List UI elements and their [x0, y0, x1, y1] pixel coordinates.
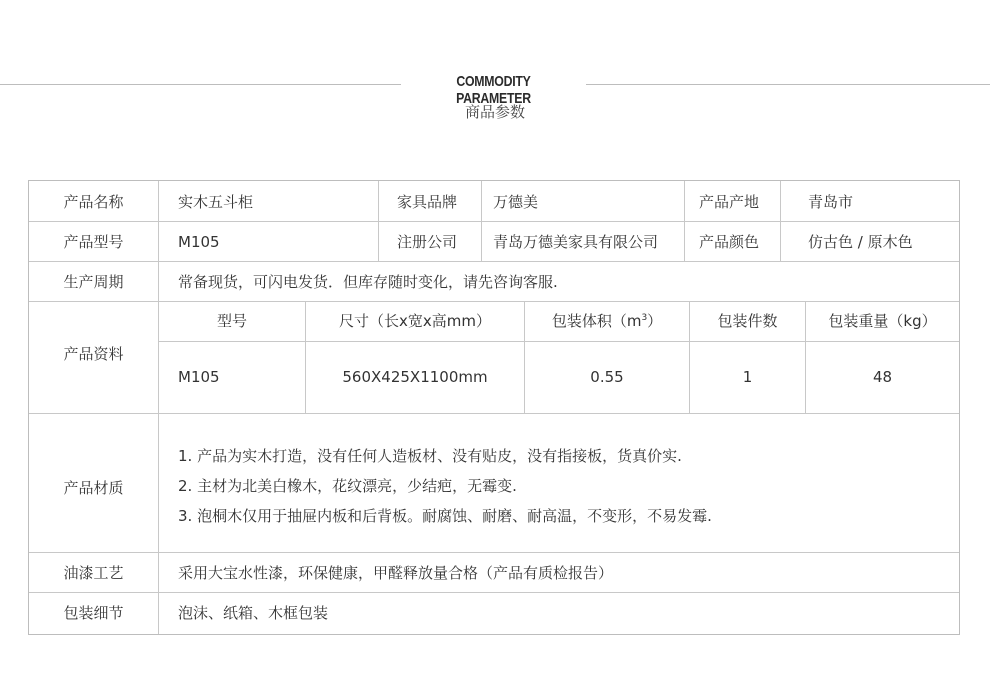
label-company: 注册公司 — [397, 233, 458, 251]
label-production-cycle: 生产周期 — [63, 273, 124, 291]
label-origin: 产品产地 — [699, 193, 760, 211]
label-product-name: 产品名称 — [63, 193, 124, 211]
col-divider — [684, 181, 685, 261]
parameter-table — [28, 180, 960, 635]
row-divider — [29, 413, 959, 414]
spec-header-count: 包装件数 — [717, 312, 778, 330]
spec-header-volume: 包装体积$(m^3)$ — [551, 312, 663, 330]
section-title-cn: 商品参数 — [464, 103, 525, 121]
value-paint-process: 采用大宝水性漆，环保健康，甲醛释放量合格（产品有质检报告） — [178, 564, 614, 582]
value-brand: 万德美 — [493, 193, 539, 211]
label-material: 产品材质 — [63, 479, 124, 497]
label-packaging: 包装细节 — [63, 604, 124, 622]
label-paint-process: 油漆工艺 — [63, 564, 124, 582]
header-divider-right — [586, 84, 990, 85]
material-line: 3. 泡桐木仅用于抽屉内板和后背板。耐腐蚀、耐磨、耐高温，不变形，不易发霉. — [178, 507, 712, 525]
material-line: 2. 主材为北美白橡木，花纹漂亮，少结疤，无霉变. — [178, 477, 517, 495]
col-divider — [780, 181, 781, 261]
value-packaging: 泡沫、纸箱、木框包装 — [178, 604, 329, 622]
value-company: 青岛万德美家具有限公司 — [493, 233, 659, 251]
label-model: 产品型号 — [63, 233, 124, 251]
col-divider — [158, 181, 159, 634]
label-brand: 家具品牌 — [397, 193, 458, 211]
spec-value-weight: 48 — [872, 368, 893, 386]
value-product-name: 实木五斗柜 — [178, 193, 254, 211]
spec-value-size: 560X425X1100mm — [342, 368, 488, 386]
spec-value-model: M105 — [178, 368, 220, 386]
row-divider — [29, 261, 959, 262]
col-divider — [481, 181, 482, 261]
row-divider — [159, 341, 959, 342]
section-title-en: COMMODITY PARAMETER — [456, 73, 531, 107]
label-product-spec: 产品资料 — [63, 345, 124, 363]
spec-header-size: 尺寸（长x宽x高mm） — [339, 312, 491, 330]
col-divider — [378, 181, 379, 261]
value-origin: 青岛市 — [808, 193, 854, 211]
label-color: 产品颜色 — [699, 233, 760, 251]
value-color: 仿古色 / 原木色 — [808, 233, 913, 251]
spec-value-count: 1 — [742, 368, 753, 386]
value-production-cycle: 常备现货，可闪电发货．但库存随时变化，请先咨询客服. — [178, 273, 558, 291]
row-divider — [29, 221, 959, 222]
row-divider — [29, 592, 959, 593]
header-divider-left — [0, 84, 401, 85]
value-model: M105 — [178, 233, 220, 251]
row-divider — [29, 301, 959, 302]
row-divider — [29, 552, 959, 553]
spec-header-model: 型号 — [216, 312, 247, 330]
spec-value-volume: 0.55 — [590, 368, 624, 386]
material-line: 1. 产品为实木打造，没有任何人造板材、没有贴皮，没有指接板，货真价实. — [178, 447, 682, 465]
spec-header-weight: 包装重量（kg） — [828, 312, 937, 330]
